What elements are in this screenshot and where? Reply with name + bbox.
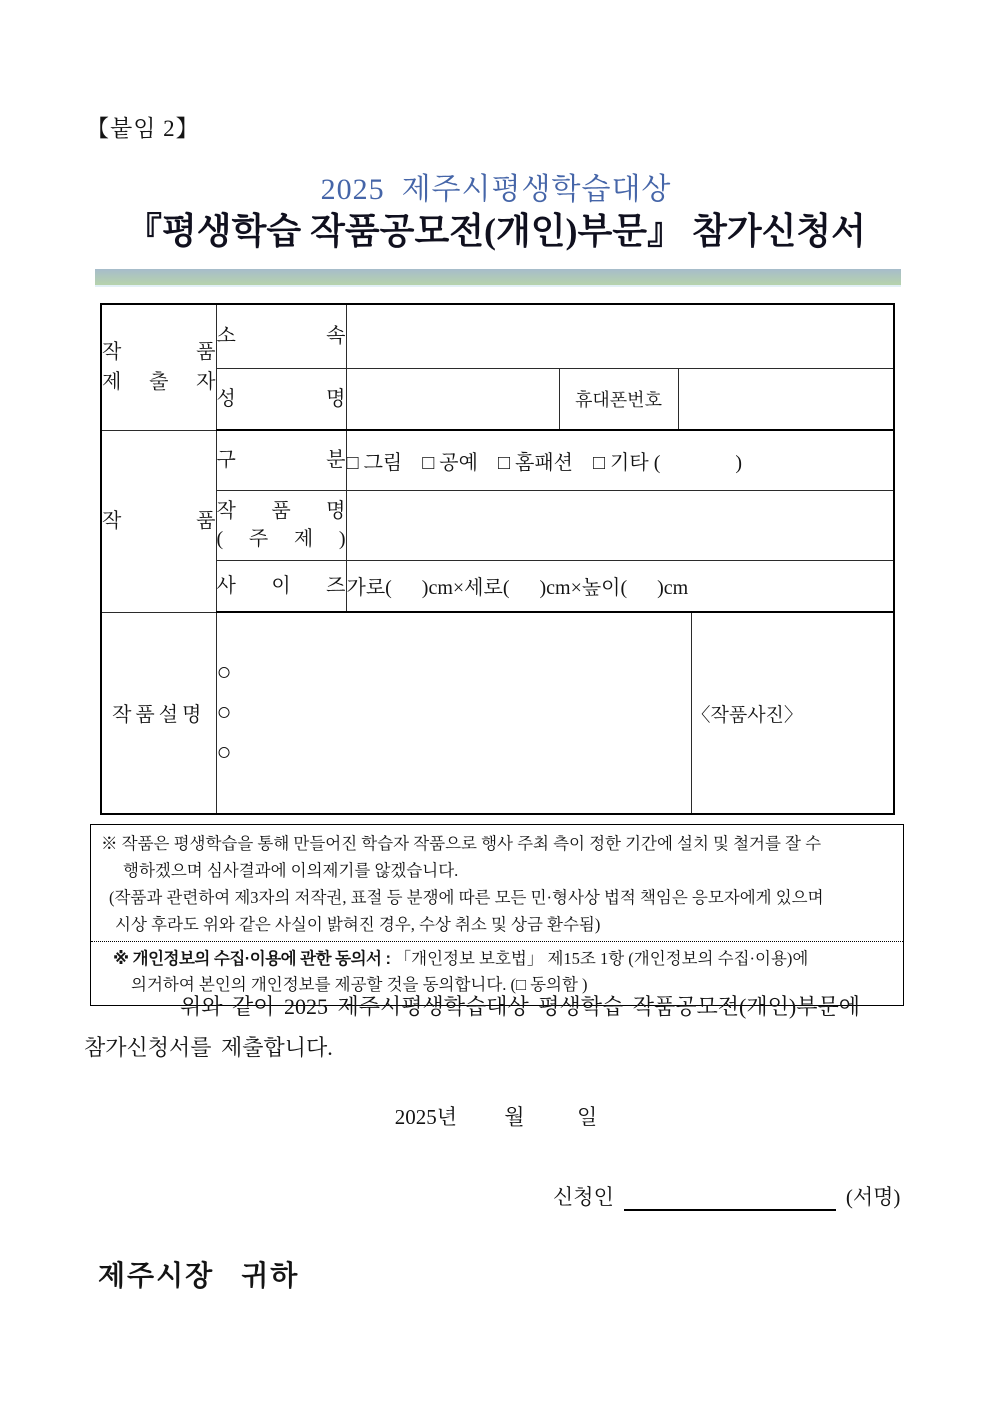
attachment-label: 【붙임 2】 (86, 116, 200, 141)
size-label: 사 이 즈 (216, 574, 346, 597)
signature-suffix: (서명) (845, 1185, 901, 1209)
name-label-cell (216, 368, 346, 430)
form-title: 『평생학습 작품공모전(개인)부문』 참가신청서 (126, 211, 866, 251)
applicant-label: 신청인 (553, 1185, 614, 1209)
date-line: 2025년 월 일 (394, 1105, 598, 1129)
work-photo-placeholder: 〈작품사진〉 (691, 704, 803, 726)
phone-label: 휴대폰번호 (559, 368, 678, 430)
notice-box (90, 824, 904, 1006)
size-label-cell (216, 560, 346, 612)
closing-statement-line2: 참가신청서를 제출합니다. (84, 1035, 333, 1060)
closing-statement-line1: 위와 같이 2025 제주시평생학습대상 평생학습 작품공모전(개인)부문에 (180, 994, 860, 1019)
affiliation-label: 소 속 (216, 325, 346, 348)
name-label: 성 명 (216, 387, 346, 410)
work-title-label-line1: 작 품 명 (216, 500, 346, 522)
notice-line-1: ※ 작품은 평생학습을 통해 만들어진 학습자 작품으로 행사 주최 측이 정한 기간에 설치 및 철거를 잘 수 (101, 834, 822, 853)
signature-blank-line[interactable] (624, 1185, 836, 1211)
description-bullet-3: ○ (216, 739, 232, 766)
title-underline-bar (95, 269, 901, 287)
event-subtitle: 2025 제주시평생학습대상 (320, 173, 672, 206)
description-bullet-2: ○ (216, 699, 232, 726)
work-group-label-cell (101, 430, 216, 612)
submitter-group-label (101, 304, 216, 430)
work-title-label-line2: ( 주 제 ) (216, 528, 346, 550)
submitter-group-line1: 작 품 (102, 341, 216, 364)
application-form-table (100, 303, 895, 815)
description-bullet-1: ○ (216, 659, 232, 686)
name-input-cell[interactable] (346, 368, 559, 430)
notice-line-3: (작품과 관련하여 제3자의 저작권, 표절 등 분쟁에 따른 모든 민·형사상 법적 책임은 응모자에게 있으며 (109, 888, 824, 907)
size-input-cell[interactable]: 가로( )cm×세로( )cm×높이( )cm (346, 560, 894, 612)
category-label-cell (216, 430, 346, 490)
phone-input-cell[interactable] (678, 368, 894, 430)
consent-title: ※ 개인정보의 수집·이용에 관한 동의서 : (113, 950, 391, 968)
work-group-label: 작 품 (102, 510, 216, 532)
affiliation-label-cell (216, 304, 346, 368)
consent-line-2[interactable]: 의거하여 본인의 개인정보를 제공할 것을 동의합니다. (□ 동의함 ) (131, 975, 588, 994)
affiliation-input-cell[interactable] (346, 304, 894, 368)
submitter-group-line2: 제 출 자 (102, 371, 216, 394)
description-label: 작품설명 (101, 612, 216, 814)
consent-line-1 (101, 946, 893, 972)
notice-line-4: 시상 후라도 위와 같은 사실이 밝혀진 경우, 수상 취소 및 상금 환수됨) (115, 915, 601, 934)
work-title-input-cell[interactable] (346, 490, 894, 560)
notice-dotted-divider (91, 941, 903, 942)
applicant-signature-row (553, 1181, 900, 1211)
work-title-label-cell (216, 490, 346, 560)
category-label: 구 분 (216, 449, 346, 472)
consent-text: 「개인정보 보호법」 제15조 1항 (개인정보의 수집·이용)에 (390, 949, 809, 968)
description-input-cell[interactable] (216, 612, 691, 814)
work-photo-cell[interactable] (691, 612, 894, 814)
notice-line-2: 행하겠으며 심사결과에 이의제기를 않겠습니다. (123, 861, 459, 880)
category-options-checkboxes[interactable]: □ 그림 □ 공예 □ 홈패션 □ 기타 ( ) (346, 430, 894, 490)
recipient-line: 제주시장 귀하 (98, 1261, 300, 1292)
